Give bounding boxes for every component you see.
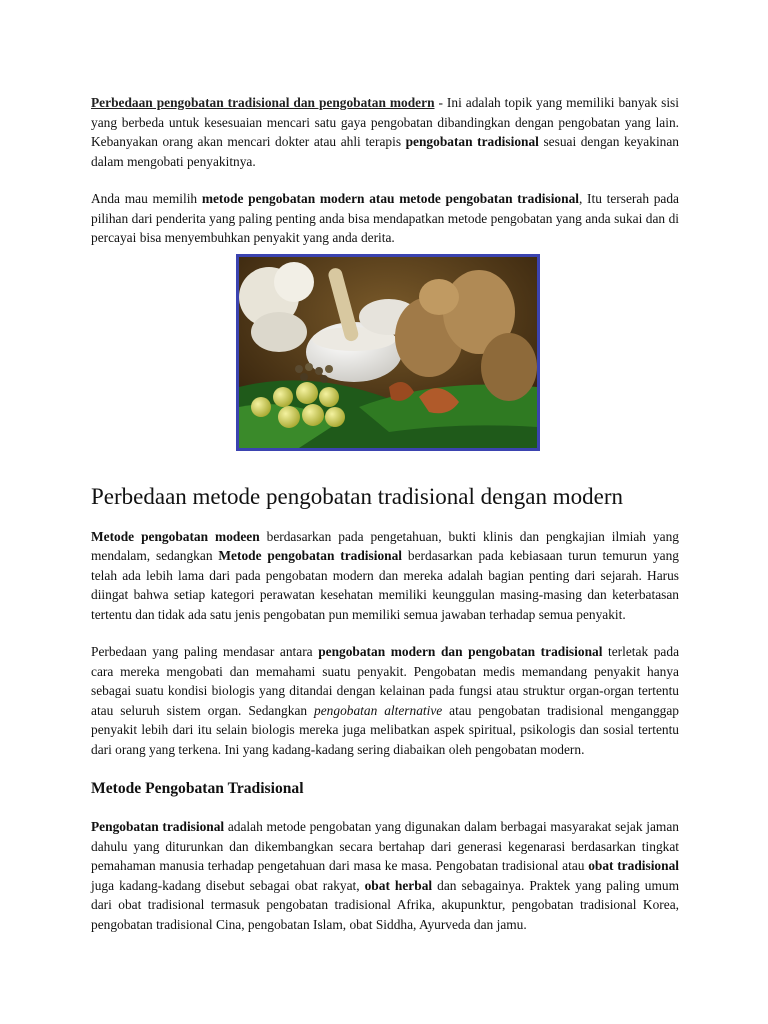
traditional-bold-obat: obat tradisional [588,858,679,873]
traditional-paragraph [91,817,679,934]
choice-bold-term: metode pengobatan modern atau metode pengobatan tradisional [201,191,579,206]
difference-text-end: atau pengobatan tradisional menganggap penyakit lebih dari itu selain biologis mereka juga melibatkan aspek spiritual, psikologis dan sosial tertentu dari orang yang terkena. Ini yang kadang-kadang sering diabaikan oleh pengobatan modern. [91,702,679,757]
intro-paragraph [91,93,679,171]
intro-bold-term: pengobatan tradisional [405,134,539,149]
methods-paragraph [91,527,679,625]
methods-bold-traditional: Metode pengobatan tradisional [218,548,403,563]
difference-text: Perbedaan yang paling mendasar antara [91,644,319,659]
section-heading-traditional: Metode Pengobatan Tradisional [91,780,304,797]
methods-text-end: berdasarkan pada kebiasaan turun temurun yang telah ada lebih lama dari pada pengobatan modern dan mereka adalah bagian penting dari sejarah. Harus diingat bahwa setiap kategori perawatan kesehatan memiliki keunggulan masing-masing dan keterbatasan tertentu dan tidak ada satu jenis pengobatan pun memiliki semua jawaban terhadap semua penyakit. [91,548,679,622]
difference-paragraph [91,642,679,759]
choice-paragraph [91,189,679,248]
document-page [91,93,679,934]
difference-text-mid: terletak pada cara mereka mengobati dan memahami suatu penyakit. Pengobatan medis memandang penyakit hanya sebagai suatu kondisi biologis yang ditandai dengan kelainan pada fungsi atau struktur organ-organ tertentu atau seluruh sistem organ. Sedangkan [91,644,680,718]
traditional-text-end: dan sebagainya. Praktek yang paling umum dari obat tradisional termasuk pengobatan tradisional Afrika, akupunktur, pengobatan tradisional Korea, pengobatan tradisional Cina, pengobatan Islam, obat Siddha, Ayurveda dan jamu. [91,877,679,932]
intro-text: - Ini adalah topik yang memiliki banyak sisi yang berbeda untuk kesesuaian mencari satu gaya pengobatan dibandingkan dengan pengobatan yang lain. Kebanyakan orang akan mencari dokter atau ahli terapis [91,95,679,149]
section-heading-main: Perbedaan metode pengobatan tradisional dengan modern [91,483,624,509]
choice-text-end: , Itu terserah pada pilihan dari penderita yang paling penting anda bisa mendapatkan metode pengobatan yang anda sukai dan di percayai bisa menyembuhkan penyakit yang anda derita. [91,191,680,245]
article-title-link[interactable]: Perbedaan pengobatan tradisional dan pengobatan modern [91,95,435,110]
methods-text: berdasarkan pada pengetahuan, bukti klinis dan pengkajian ilmiah yang mendalam, sedangkan [91,528,679,563]
choice-text: Anda mau memilih [91,191,202,206]
traditional-text: adalah metode pengobatan yang digunakan dalam berbagai masyarakat sejak jaman dahulu yang diturunkan dan dikembangkan secara bertahap dari generasi kegenarasi berdasarkan tingkat pemahaman manusia terhadap pengetahuan dari masa ke masa. Pengobatan tradisional atau [91,819,679,873]
traditional-text-mid: juga kadang-kadang disebut sebagai obat rakyat, [91,877,365,893]
traditional-bold-term: Pengobatan tradisional [91,819,225,834]
difference-bold-term: pengobatan modern dan pengobatan tradisional [318,644,603,659]
methods-bold-modern: Metode pengobatan modeen [91,528,260,544]
intro-text-end: sesuai dengan keyakinan dalam mengobati penyakitnya. [91,134,679,169]
difference-italic-term: pengobatan alternative [314,702,443,718]
herbal-medicine-photo [236,254,540,451]
traditional-bold-herbal: obat herbal [364,877,433,893]
